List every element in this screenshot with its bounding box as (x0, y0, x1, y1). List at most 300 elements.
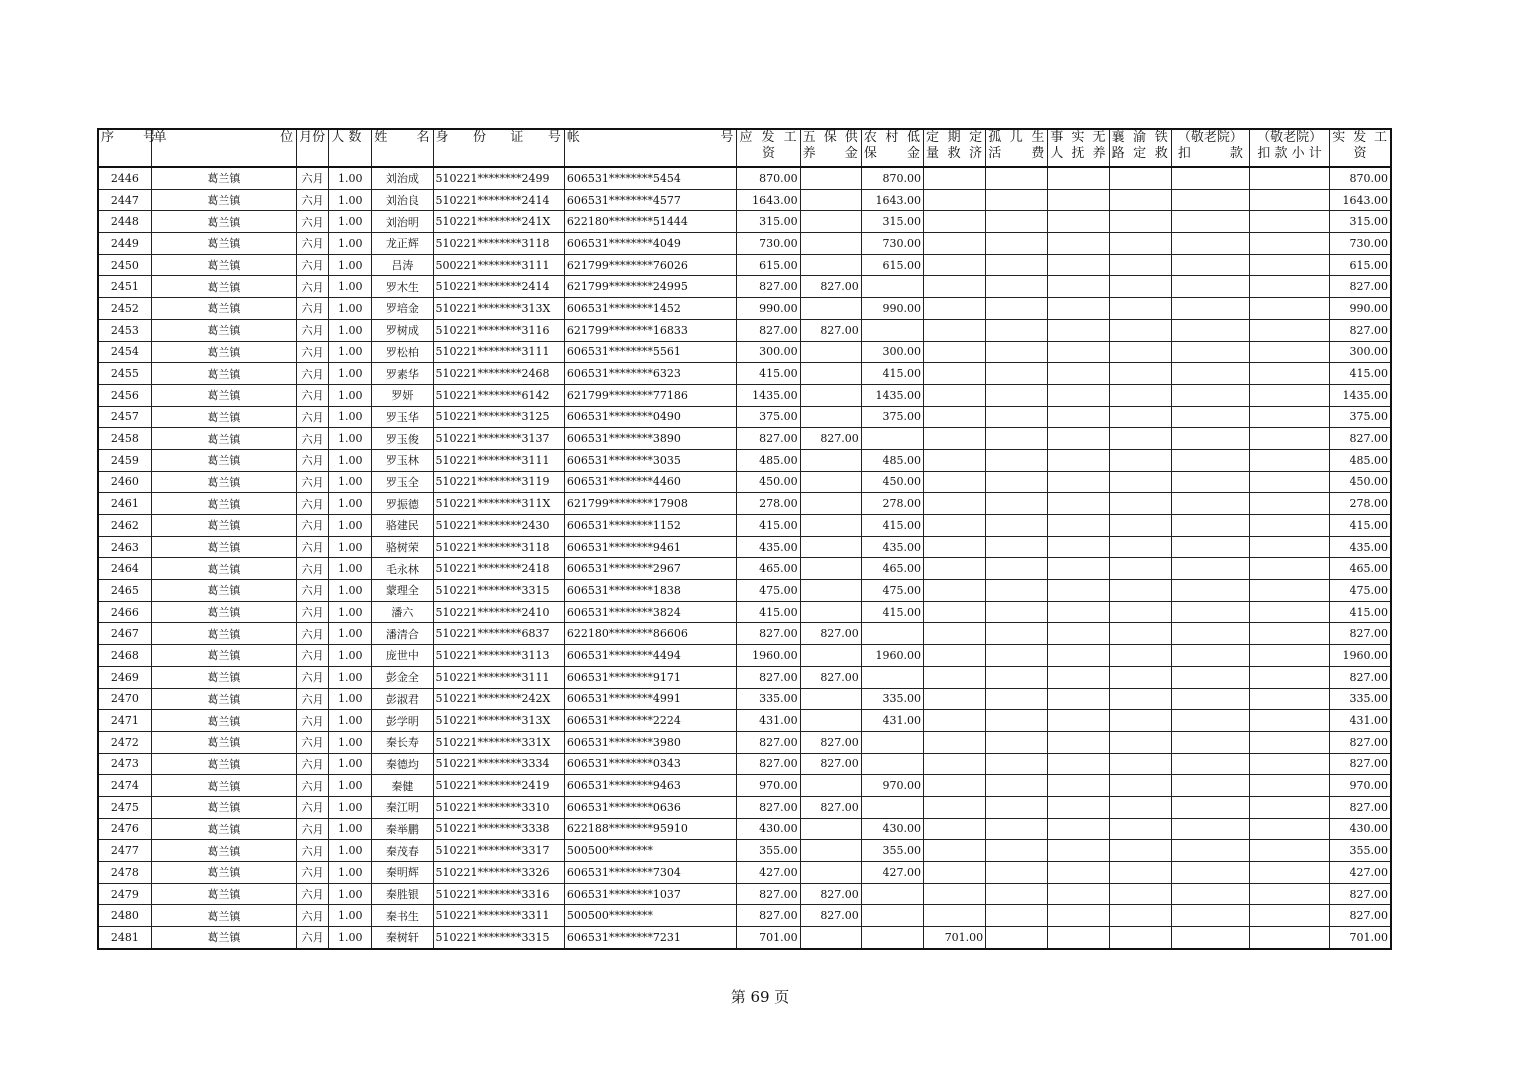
col-fixed-relief-cell (924, 753, 986, 775)
col-orphan-living-cell (986, 580, 1048, 602)
col-unit-cell: 葛兰镇 (151, 862, 296, 884)
col-fixed-relief-cell (924, 341, 986, 363)
col-fixed-relief-cell (924, 666, 986, 688)
col-xiangyu-railway-cell (1109, 428, 1171, 450)
table-row (98, 493, 1391, 515)
col-id-cell: 510221********3326 (433, 862, 564, 884)
col-orphan-living-cell (986, 775, 1048, 797)
col-month-cell: 六月 (297, 341, 329, 363)
col-seq-cell: 2473 (98, 753, 151, 775)
col-seq-cell: 2456 (98, 384, 151, 406)
col-fixed-relief-cell (924, 384, 986, 406)
col-count-header-line1: 人 数 (331, 130, 362, 145)
col-orphan-living-cell (986, 818, 1048, 840)
col-deduction-subtotal-cell (1249, 276, 1329, 298)
col-account-cell: 621799********76026 (564, 254, 737, 276)
col-fixed-relief-cell (924, 167, 986, 189)
col-month-cell: 六月 (297, 536, 329, 558)
col-count-cell: 1.00 (329, 189, 372, 211)
col-xiangyu-railway-cell (1109, 623, 1171, 645)
col-count-cell: 1.00 (329, 645, 372, 667)
col-gross-pay-cell: 827.00 (737, 276, 800, 298)
col-name-header (372, 129, 433, 167)
col-account-cell: 606531********4494 (564, 645, 737, 667)
col-name-cell: 秦书生 (372, 905, 433, 927)
col-net-pay-cell: 475.00 (1330, 580, 1391, 602)
col-rural-subsistence-header (861, 129, 923, 167)
col-nursing-home-deduction-header (1171, 129, 1249, 167)
col-unit-cell: 葛兰镇 (151, 319, 296, 341)
col-unit-cell: 葛兰镇 (151, 189, 296, 211)
col-rural-subsistence-cell: 415.00 (861, 363, 923, 385)
col-nursing-home-deduction-cell (1171, 623, 1249, 645)
col-orphan-living-cell (986, 167, 1048, 189)
col-gross-pay-cell: 870.00 (737, 167, 800, 189)
col-count-cell: 1.00 (329, 775, 372, 797)
col-xiangyu-railway-cell (1109, 580, 1171, 602)
col-seq-cell: 2479 (98, 883, 151, 905)
col-id-cell: 510221********3111 (433, 666, 564, 688)
col-de-facto-unsupported-cell (1048, 927, 1109, 949)
col-orphan-living-cell (986, 428, 1048, 450)
col-count-cell: 1.00 (329, 688, 372, 710)
col-five-guarantee-cell: 827.00 (800, 666, 861, 688)
col-id-cell: 510221********6837 (433, 623, 564, 645)
col-fixed-relief-cell (924, 515, 986, 537)
col-account-cell: 606531********7304 (564, 862, 737, 884)
col-de-facto-unsupported-cell (1048, 428, 1109, 450)
col-nursing-home-deduction-cell (1171, 211, 1249, 233)
table-row (98, 167, 1391, 189)
col-de-facto-unsupported-cell (1048, 233, 1109, 255)
col-five-guarantee-cell (800, 515, 861, 537)
col-unit-cell: 葛兰镇 (151, 471, 296, 493)
col-rural-subsistence-cell: 870.00 (861, 167, 923, 189)
col-unit-cell: 葛兰镇 (151, 254, 296, 276)
col-gross-pay-cell: 427.00 (737, 862, 800, 884)
col-count-cell: 1.00 (329, 493, 372, 515)
col-id-cell: 510221********242X (433, 688, 564, 710)
table-header (98, 129, 1391, 167)
col-month-cell: 六月 (297, 254, 329, 276)
col-fixed-relief-header-line1: 定 期 定 (926, 130, 984, 145)
col-five-guarantee-cell (800, 580, 861, 602)
col-name-header-line1: 姓 名 (374, 130, 431, 145)
col-unit-cell: 葛兰镇 (151, 515, 296, 537)
col-rural-subsistence-header-line1: 农 村 低 (863, 130, 921, 145)
col-nursing-home-deduction-cell (1171, 796, 1249, 818)
col-orphan-living-cell (986, 558, 1048, 580)
col-unit-cell: 葛兰镇 (151, 818, 296, 840)
table-row (98, 927, 1391, 949)
col-gross-pay-cell: 827.00 (737, 905, 800, 927)
col-id-cell: 510221********331X (433, 731, 564, 753)
col-gross-pay-cell: 355.00 (737, 840, 800, 862)
col-deduction-subtotal-cell (1249, 493, 1329, 515)
table-row (98, 319, 1391, 341)
col-month-cell: 六月 (297, 883, 329, 905)
col-deduction-subtotal-cell (1249, 688, 1329, 710)
table-row (98, 276, 1391, 298)
col-count-cell: 1.00 (329, 319, 372, 341)
col-account-cell: 606531********4049 (564, 233, 737, 255)
col-orphan-living-header-line2: 活 费 (988, 146, 1046, 161)
col-name-cell: 罗木生 (372, 276, 433, 298)
col-name-cell: 潘清合 (372, 623, 433, 645)
col-seq-cell: 2474 (98, 775, 151, 797)
col-orphan-living-cell (986, 840, 1048, 862)
col-gross-pay-cell: 827.00 (737, 753, 800, 775)
col-deduction-subtotal-cell (1249, 927, 1329, 949)
col-account-cell: 606531********5454 (564, 167, 737, 189)
col-net-pay-cell: 300.00 (1330, 341, 1391, 363)
col-count-cell: 1.00 (329, 862, 372, 884)
col-net-pay-cell: 1643.00 (1330, 189, 1391, 211)
col-xiangyu-railway-cell (1109, 363, 1171, 385)
col-net-pay-cell: 415.00 (1330, 601, 1391, 623)
col-account-cell: 606531********4577 (564, 189, 737, 211)
table-row (98, 211, 1391, 233)
col-id-cell: 510221********3113 (433, 645, 564, 667)
col-account-cell: 606531********1838 (564, 580, 737, 602)
col-rural-subsistence-cell: 415.00 (861, 515, 923, 537)
col-name-cell: 罗松柏 (372, 341, 433, 363)
col-fixed-relief-cell (924, 493, 986, 515)
col-month-cell: 六月 (297, 167, 329, 189)
col-name-cell: 毛永林 (372, 558, 433, 580)
col-fixed-relief-cell (924, 731, 986, 753)
col-month-cell: 六月 (297, 493, 329, 515)
col-month-cell: 六月 (297, 298, 329, 320)
col-five-guarantee-cell (800, 862, 861, 884)
col-rural-subsistence-cell (861, 796, 923, 818)
col-deduction-subtotal-cell (1249, 341, 1329, 363)
col-de-facto-unsupported-cell (1048, 254, 1109, 276)
col-seq-cell: 2481 (98, 927, 151, 949)
col-id-cell: 510221********6142 (433, 384, 564, 406)
col-month-cell: 六月 (297, 623, 329, 645)
col-name-cell: 吕涛 (372, 254, 433, 276)
col-account-cell: 606531********2224 (564, 710, 737, 732)
col-orphan-living-header (986, 129, 1048, 167)
col-id-cell: 510221********3334 (433, 753, 564, 775)
col-id-header-line1: 身 份 证 号 (435, 130, 562, 145)
col-seq-cell: 2458 (98, 428, 151, 450)
col-fixed-relief-cell (924, 406, 986, 428)
col-count-cell: 1.00 (329, 384, 372, 406)
col-rural-subsistence-cell: 375.00 (861, 406, 923, 428)
col-de-facto-unsupported-cell (1048, 558, 1109, 580)
col-id-cell: 510221********2430 (433, 515, 564, 537)
col-fixed-relief-cell (924, 319, 986, 341)
col-rural-subsistence-cell (861, 731, 923, 753)
col-id-cell: 510221********3137 (433, 428, 564, 450)
col-account-header (564, 129, 737, 167)
col-seq-cell: 2471 (98, 710, 151, 732)
col-name-cell: 罗玉林 (372, 449, 433, 471)
col-orphan-living-cell (986, 710, 1048, 732)
col-de-facto-unsupported-cell (1048, 341, 1109, 363)
table-row (98, 840, 1391, 862)
col-nursing-home-deduction-cell (1171, 471, 1249, 493)
col-xiangyu-railway-cell (1109, 211, 1171, 233)
col-month-cell: 六月 (297, 515, 329, 537)
col-orphan-living-cell (986, 449, 1048, 471)
col-net-pay-cell: 827.00 (1330, 623, 1391, 645)
col-orphan-living-cell (986, 688, 1048, 710)
col-unit-cell: 葛兰镇 (151, 558, 296, 580)
col-deduction-subtotal-cell (1249, 580, 1329, 602)
col-seq-cell: 2450 (98, 254, 151, 276)
col-seq-cell: 2480 (98, 905, 151, 927)
col-count-cell: 1.00 (329, 428, 372, 450)
col-deduction-subtotal-cell (1249, 167, 1329, 189)
col-nursing-home-deduction-cell (1171, 753, 1249, 775)
col-net-pay-cell: 827.00 (1330, 796, 1391, 818)
col-rural-subsistence-cell: 1960.00 (861, 645, 923, 667)
col-id-cell: 510221********3125 (433, 406, 564, 428)
col-de-facto-unsupported-cell (1048, 688, 1109, 710)
col-name-cell: 刘治明 (372, 211, 433, 233)
col-gross-pay-cell: 335.00 (737, 688, 800, 710)
col-xiangyu-railway-cell (1109, 493, 1171, 515)
col-net-pay-cell: 870.00 (1330, 167, 1391, 189)
col-xiangyu-railway-cell (1109, 319, 1171, 341)
col-name-cell: 彭淑君 (372, 688, 433, 710)
col-month-cell: 六月 (297, 862, 329, 884)
col-fixed-relief-cell (924, 449, 986, 471)
col-month-cell: 六月 (297, 406, 329, 428)
col-seq-cell: 2447 (98, 189, 151, 211)
col-rural-subsistence-cell (861, 905, 923, 927)
col-unit-header-line1: 单 位 (153, 130, 295, 145)
col-gross-pay-cell: 970.00 (737, 775, 800, 797)
col-id-cell: 510221********3338 (433, 818, 564, 840)
col-rural-subsistence-cell: 427.00 (861, 862, 923, 884)
col-seq-header (98, 129, 158, 167)
col-account-cell: 621799********77186 (564, 384, 737, 406)
col-nursing-home-deduction-cell (1171, 189, 1249, 211)
col-nursing-home-deduction-cell (1171, 666, 1249, 688)
col-month-cell: 六月 (297, 189, 329, 211)
col-nursing-home-deduction-cell (1171, 276, 1249, 298)
col-id-cell: 510221********3310 (433, 796, 564, 818)
col-count-cell: 1.00 (329, 341, 372, 363)
col-fixed-relief-cell (924, 363, 986, 385)
col-name-cell: 秦举鹏 (372, 818, 433, 840)
col-month-cell: 六月 (297, 363, 329, 385)
col-orphan-living-cell (986, 905, 1048, 927)
col-count-cell: 1.00 (329, 666, 372, 688)
col-deduction-subtotal-header (1249, 129, 1329, 167)
col-five-guarantee-cell (800, 818, 861, 840)
col-seq-header-line1: 序 号 (101, 130, 158, 145)
col-unit-cell: 葛兰镇 (151, 536, 296, 558)
col-id-cell: 510221********3111 (433, 341, 564, 363)
col-nursing-home-deduction-cell (1171, 558, 1249, 580)
col-count-cell: 1.00 (329, 818, 372, 840)
col-account-cell: 606531********3890 (564, 428, 737, 450)
col-de-facto-unsupported-cell (1048, 319, 1109, 341)
col-xiangyu-railway-cell (1109, 840, 1171, 862)
col-account-cell: 622180********86606 (564, 623, 737, 645)
col-count-cell: 1.00 (329, 927, 372, 949)
header-row (98, 129, 1391, 167)
col-unit-cell: 葛兰镇 (151, 840, 296, 862)
col-net-pay-cell: 827.00 (1330, 428, 1391, 450)
table-row (98, 753, 1391, 775)
col-unit-cell: 葛兰镇 (151, 666, 296, 688)
col-orphan-living-cell (986, 601, 1048, 623)
col-five-guarantee-cell: 827.00 (800, 731, 861, 753)
col-orphan-living-header-line1: 孤 儿 生 (988, 130, 1046, 145)
col-de-facto-unsupported-cell (1048, 645, 1109, 667)
col-account-cell: 606531********0343 (564, 753, 737, 775)
col-orphan-living-cell (986, 233, 1048, 255)
col-count-cell: 1.00 (329, 536, 372, 558)
col-name-cell: 刘治成 (372, 167, 433, 189)
table-row (98, 254, 1391, 276)
col-deduction-subtotal-cell (1249, 840, 1329, 862)
col-seq-cell: 2453 (98, 319, 151, 341)
col-gross-pay-cell: 827.00 (737, 428, 800, 450)
col-rural-subsistence-cell: 430.00 (861, 818, 923, 840)
col-net-pay-cell: 415.00 (1330, 363, 1391, 385)
col-account-cell: 622188********95910 (564, 818, 737, 840)
col-rural-subsistence-cell: 431.00 (861, 710, 923, 732)
col-id-cell: 510221********3315 (433, 927, 564, 949)
col-account-cell: 606531********0490 (564, 406, 737, 428)
col-count-cell: 1.00 (329, 731, 372, 753)
col-nursing-home-deduction-cell (1171, 775, 1249, 797)
col-name-cell: 彭学明 (372, 710, 433, 732)
col-five-guarantee-cell (800, 536, 861, 558)
col-net-pay-cell: 990.00 (1330, 298, 1391, 320)
col-nursing-home-deduction-cell (1171, 493, 1249, 515)
col-id-cell: 510221********241X (433, 211, 564, 233)
col-count-cell: 1.00 (329, 601, 372, 623)
col-seq-cell: 2468 (98, 645, 151, 667)
col-de-facto-unsupported-cell (1048, 211, 1109, 233)
col-count-cell: 1.00 (329, 298, 372, 320)
col-de-facto-unsupported-cell (1048, 753, 1109, 775)
col-account-cell: 500500******** (564, 905, 737, 927)
col-nursing-home-deduction-cell (1171, 254, 1249, 276)
col-net-pay-cell: 827.00 (1330, 905, 1391, 927)
col-id-cell: 510221********2410 (433, 601, 564, 623)
col-deduction-subtotal-cell (1249, 363, 1329, 385)
col-xiangyu-railway-cell (1109, 818, 1171, 840)
col-net-pay-cell: 435.00 (1330, 536, 1391, 558)
col-deduction-subtotal-cell (1249, 233, 1329, 255)
col-name-cell: 彭金全 (372, 666, 433, 688)
col-five-guarantee-cell (800, 211, 861, 233)
col-month-cell: 六月 (297, 471, 329, 493)
col-gross-pay-cell: 615.00 (737, 254, 800, 276)
col-net-pay-cell: 335.00 (1330, 688, 1391, 710)
col-rural-subsistence-cell (861, 428, 923, 450)
col-de-facto-unsupported-header-line1: 事 实 无 (1050, 130, 1107, 145)
col-orphan-living-cell (986, 341, 1048, 363)
col-five-guarantee-cell (800, 254, 861, 276)
col-gross-pay-cell: 430.00 (737, 818, 800, 840)
col-deduction-subtotal-cell (1249, 428, 1329, 450)
col-name-cell: 潘六 (372, 601, 433, 623)
col-deduction-subtotal-cell (1249, 406, 1329, 428)
col-unit-cell: 葛兰镇 (151, 211, 296, 233)
col-name-cell: 庞世中 (372, 645, 433, 667)
col-fixed-relief-cell (924, 536, 986, 558)
table-row (98, 189, 1391, 211)
col-de-facto-unsupported-cell (1048, 384, 1109, 406)
table-row (98, 363, 1391, 385)
col-fixed-relief-cell (924, 623, 986, 645)
col-gross-pay-header-line2: 资 (762, 146, 776, 161)
col-month-cell: 六月 (297, 840, 329, 862)
col-unit-cell: 葛兰镇 (151, 601, 296, 623)
col-deduction-subtotal-cell (1249, 710, 1329, 732)
col-xiangyu-railway-cell (1109, 753, 1171, 775)
col-seq-cell: 2452 (98, 298, 151, 320)
table-row (98, 666, 1391, 688)
col-rural-subsistence-cell (861, 883, 923, 905)
col-xiangyu-railway-cell (1109, 688, 1171, 710)
col-unit-cell: 葛兰镇 (151, 363, 296, 385)
col-nursing-home-deduction-cell (1171, 818, 1249, 840)
col-gross-pay-cell: 827.00 (737, 623, 800, 645)
col-gross-pay-header (737, 129, 800, 167)
col-id-header (433, 129, 564, 167)
col-deduction-subtotal-cell (1249, 449, 1329, 471)
col-orphan-living-cell (986, 883, 1048, 905)
col-seq-cell: 2446 (98, 167, 151, 189)
col-rural-subsistence-cell: 1643.00 (861, 189, 923, 211)
col-rural-subsistence-cell: 990.00 (861, 298, 923, 320)
col-five-guarantee-cell (800, 471, 861, 493)
col-nursing-home-deduction-cell (1171, 731, 1249, 753)
col-de-facto-unsupported-cell (1048, 731, 1109, 753)
col-net-pay-cell: 450.00 (1330, 471, 1391, 493)
col-nursing-home-deduction-cell (1171, 536, 1249, 558)
col-rural-subsistence-cell (861, 276, 923, 298)
col-net-pay-cell: 827.00 (1330, 666, 1391, 688)
col-xiangyu-railway-cell (1109, 796, 1171, 818)
col-nursing-home-deduction-cell (1171, 710, 1249, 732)
col-de-facto-unsupported-cell (1048, 298, 1109, 320)
col-de-facto-unsupported-cell (1048, 406, 1109, 428)
col-deduction-subtotal-cell (1249, 905, 1329, 927)
col-xiangyu-railway-header-line2: 路 定 救 (1111, 146, 1169, 161)
col-five-guarantee-cell (800, 601, 861, 623)
col-month-cell: 六月 (297, 276, 329, 298)
col-deduction-subtotal-cell (1249, 666, 1329, 688)
col-account-cell: 606531********6323 (564, 363, 737, 385)
col-net-pay-cell: 427.00 (1330, 862, 1391, 884)
col-id-cell: 510221********313X (433, 710, 564, 732)
col-net-pay-cell: 970.00 (1330, 775, 1391, 797)
col-xiangyu-railway-cell (1109, 515, 1171, 537)
col-nursing-home-deduction-cell (1171, 167, 1249, 189)
col-deduction-subtotal-cell (1249, 623, 1329, 645)
col-rural-subsistence-cell: 485.00 (861, 449, 923, 471)
col-deduction-subtotal-header-line2: 扣 款 小 计 (1257, 146, 1322, 161)
col-gross-pay-cell: 1960.00 (737, 645, 800, 667)
col-id-cell: 510221********3111 (433, 449, 564, 471)
col-id-cell: 510221********311X (433, 493, 564, 515)
col-de-facto-unsupported-cell (1048, 276, 1109, 298)
col-name-cell: 罗玉华 (372, 406, 433, 428)
col-xiangyu-railway-cell (1109, 233, 1171, 255)
